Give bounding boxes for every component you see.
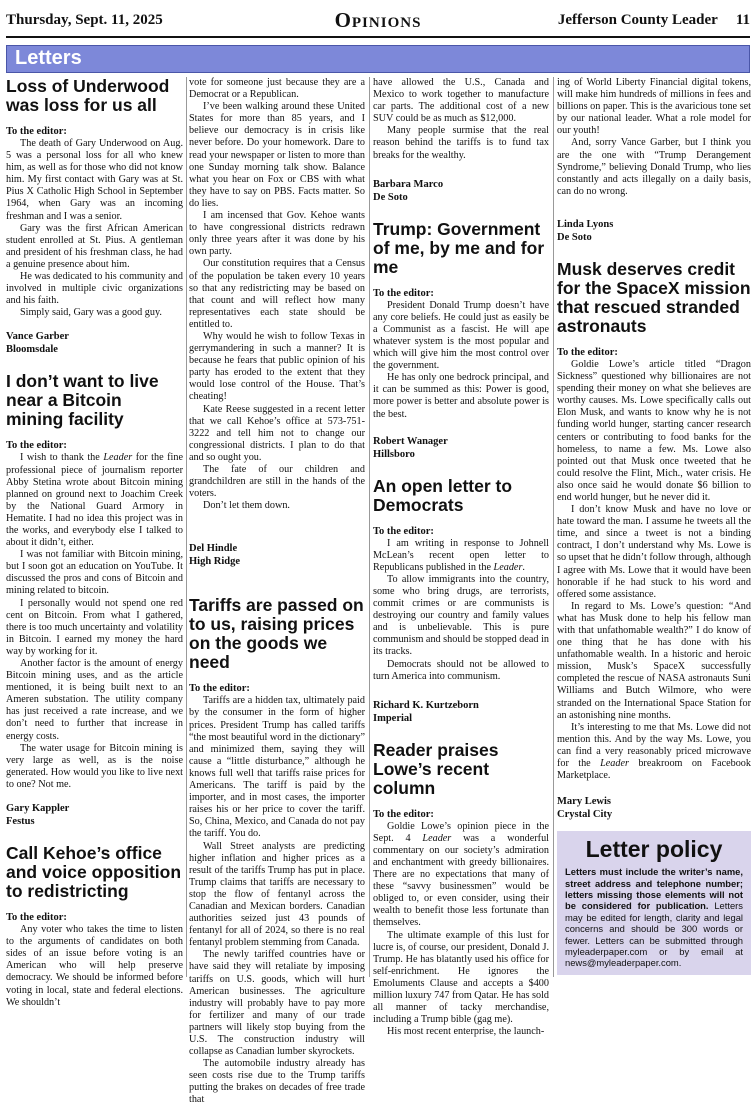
letter-open-letter-democrats	[373, 477, 549, 725]
headline: An open letter to Democrats	[373, 475, 513, 515]
letter-redistricting-continued	[189, 77, 365, 568]
letter-underwood	[6, 77, 183, 356]
column-1	[6, 76, 183, 1008]
salutation: To the editor:	[6, 440, 67, 452]
publication-name: Jefferson County Leader	[557, 12, 718, 28]
signer-city: Hillsboro	[373, 448, 415, 460]
letter-lowe-column	[373, 741, 549, 1039]
letter-lowe-continued	[557, 77, 751, 244]
letters-banner-label: Letters	[15, 47, 82, 69]
paragraph: He was dedicated to his community and involved in multiple civic organizations and his faith.	[6, 271, 183, 307]
signer-name: Vance Garber	[6, 331, 69, 343]
letter-redistricting	[6, 844, 183, 1009]
paragraph: Wall Street analysts are predicting higher inflation and higher prices as a result of the tariffs Trump has put in place. Trump claims that tariffs are necessary to stop the flow of fentanyl across the Canadian and Mexican borders. Canadian authorities seized just 43 pounds of fentanyl for all of 2024, so there is no real fentanyl problem stemming from Canada.	[189, 840, 365, 949]
signer-city: De Soto	[557, 231, 592, 243]
signer-name: Linda Lyons	[557, 218, 614, 230]
signer-name: Robert Wanager	[373, 435, 448, 447]
paragraph: I am incensed that Gov. Kehoe wants to have congressional districts redrawn only three years after it was done by his own party.	[189, 210, 365, 258]
paragraph: Goldie Lowe’s article titled “Dragon Sickness” questioned why billionaires are not spending their money on what she believes are worthy causes. Ms. Lowe specifically calls out Elon Musk, and wants to know why he is not funding world hunger, starting cancer research centers or contributing to food banks for the homeless, to name a few. Ms. Lowe also pointed out that Musk once tweeted that he could resolve the Flint, Mich., water crisis. He also once said he would donate $6 billion to end world hunger, but he never did it.	[557, 358, 751, 503]
paragraph: To allow immigrants into the country, some who bring drugs, are terrorists, commit crimes or are communists is destroying our country and family values and is unbelievable. This is pure communism and should be stopped dead in its tracks.	[373, 573, 549, 658]
paragraph: And, sorry Vance Garber, but I think you are the one with “Trump Derangement Syndrome,” believing Donald Trump, who lies constantly and acts illegally on a daily basis, can do no wrong.	[557, 137, 751, 197]
header-right	[558, 12, 750, 29]
salutation: To the editor:	[189, 683, 250, 695]
signer-city: High Ridge	[189, 556, 241, 568]
headline: Musk deserves credit for the SpaceX mission that rescued stranded astronauts	[557, 258, 751, 336]
column-2	[189, 77, 365, 1106]
paragraph: He has only one bedrock principal, and it can be summed as this: Power is good, more power is better and absolute power is the best.	[373, 372, 549, 420]
letter-policy-box	[557, 831, 751, 975]
signer-name: Barbara Marco	[373, 178, 444, 190]
paragraph: President Donald Trump doesn’t have any core beliefs. He could just as easily be a Communist as a fascist. He will ape whatever system is the most popular and which will give him the most control over the government.	[373, 299, 549, 372]
section-title: Opinions	[334, 8, 422, 32]
paragraph: The newly tariffed countries have or have said they will retaliate by imposing tariffs on U.S. goods, which will hurt American businesses. The agriculture industry will probably have to pay more for fertilizer and many of our trade partners will likely stop buying from the U.S. The construction industry will collapse as Canadian lumber skyrockets.	[189, 949, 365, 1058]
signer-name: Mary Lewis	[557, 796, 611, 808]
paragraph: His most recent enterprise, the launch-	[387, 1026, 545, 1038]
paragraph: Another factor is the amount of energy Bitcoin mining uses, and as the article mentioned, it is being built next to an Ameren substation. The utility company has just received a rate increase, and we don’t need to further that increase in energy costs.	[6, 658, 183, 742]
page-header	[6, 8, 750, 38]
issue-date: Thursday, Sept. 11, 2025	[6, 12, 163, 28]
paragraph: Why would he wish to follow Texas in gerrymandering in such a manner? It is because he fears that public opinion of his party has eroded to the extent that they would lose control of the House. That’s cheating!	[189, 330, 365, 403]
headline: I don’t want to live near a Bitcoin mining facility	[6, 371, 159, 430]
paragraph: Goldie Lowe’s opinion piece in the Sept. 4 Leader was a wonderful commentary on our society’s admiration and enchantment with greedy billionaires. There are no expectations that many of these “savvy businessmen” would be obliged to, or even consider, using their wealth to benefit those less fortunate than themselves.	[373, 820, 549, 929]
signer-name: Richard K. Kurtzeborn	[373, 699, 479, 711]
paragraph: I wish to thank the Leader for the fine professional piece of journalism reporter Abby Stetina wrote about Bitcoin mining planned on ground next to Joachim Creek by the National Guard Armory in Hematite. I had no idea this project was in the works, and everybody else I talked to about it didn’t, either.	[6, 452, 183, 549]
headline: Call Kehoe’s office and voice opposition to redistricting	[6, 843, 182, 902]
signer-name: Gary Kappler	[6, 803, 70, 815]
letters-banner	[6, 45, 750, 73]
headline: Trump: Government of me, by me and for me	[373, 218, 545, 277]
column-4	[557, 77, 751, 979]
paragraph: It’s interesting to me that Ms. Lowe did not mention this. And by the way Ms. Lowe, you can find a very reasonably priced microwave for the Leader breakroom on Facebook Marketplace.	[557, 721, 751, 782]
paragraph: Tariffs are a hidden tax, ultimately paid by the consumer in the form of higher prices. President Trump has called tariffs “the most beautiful word in the dictionary” and minimized them, saying they will cause a “little disturbance,” although he knows full well that tariffs raise prices for Americans. The tariff is paid by the importer, and in most cases, the importer raises his or her price to cover the tariff. So, China, Mexico, and Canada do not pay the tariff. You do.	[189, 695, 365, 840]
policy-text: Letters must include the writer’s name, street address and telephone number; letters missing those elements will not be considered for publication. Letters may be edited for length, clarity and legal concerns and should be 300 words or fewer. Letters can be submitted through myleaderpaper.com or by email at news@myleaderpaper.com.	[565, 866, 743, 969]
paragraph: I’ve been walking around these United States for more than 85 years, and I believe our democracy is in crisis like never before. Do your homework. Dare to read your newspaper or listen to more than one Sunday morning talk show. Balance what you hear on Fox or CBS with what they have to say on PBS. Facts matter. So do lies.	[189, 101, 365, 209]
column-rule	[186, 77, 187, 977]
letter-bitcoin	[6, 372, 183, 828]
paragraph: In regard to Ms. Lowe’s question: “And what has Musk done to help his fellow man with that unfathomable wealth?” I do know of one thing that he has done with his unfathomable wealth. In a historic and heroic mission, Musk’s SpaceX successfully completed the rescue of NASA astronauts Suni Williams and Butch Wilmore, who were stranded on the International Space Station for an astonishing nine months.	[557, 600, 751, 721]
letter-musk-spacex	[557, 260, 751, 821]
salutation: To the editor:	[6, 912, 67, 924]
paragraph: Our constitution requires that a Census of the population be taken every 10 years so that any redistricting may be based on that count and will reflect how many representatives each state should be entitled to.	[189, 258, 365, 330]
signer-city: De Soto	[373, 191, 408, 203]
salutation: To the editor:	[373, 287, 434, 299]
paragraph: vote for someone just because they are a Democrat or a Republican.	[189, 77, 365, 101]
paragraph: Any voter who takes the time to listen to the arguments of candidates on both sides of an issue before voting is an American who will help preserve democracy. We should be informed before voting in local, state and federal elections. We shouldn’t	[6, 924, 183, 1008]
paragraph: Don’t let them down.	[203, 500, 290, 512]
signer-city: Festus	[6, 816, 35, 828]
column-rule	[369, 77, 370, 977]
policy-title: Letter policy	[585, 836, 723, 863]
paragraph: I personally would not spend one red cent on Bitcoin. From what I gathered, there is too much uncertainty and volatility in Bitcoin. I earned my money the hard way by working for it.	[6, 597, 183, 657]
paragraph: Many people surmise that the real reason behind the tariffs is to fund tax breaks for the wealthy.	[373, 125, 549, 161]
paragraph: Simply said, Gary was a good guy.	[20, 307, 162, 319]
paragraph: have allowed the U.S., Canada and Mexico to work together to manufacture car parts. The additional cost of a new SUV could be as much as $12,000.	[373, 77, 549, 125]
letter-tariffs-continued	[373, 77, 549, 204]
paragraph: Kate Reese suggested in a recent letter that we call Kehoe’s office at 573-751-3222 and tell him not to change our congressional districts. I plan to do that and so ought you.	[189, 403, 365, 463]
signer-city: Crystal City	[557, 809, 613, 821]
paragraph: The automobile industry already has seen costs rise due to the Trump tariffs putting the brakes on decades of free trade that	[189, 1058, 365, 1106]
letter-trump-government	[373, 220, 549, 461]
paragraph: The ultimate example of this lust for lucre is, of course, our president, Donald J. Trump. He has blatantly used his office for self-enrichment. He ignores the Emoluments Clause and accepts a $400 million luxury 747 from Qatar. He has sold all manner of tacky merchandise, including a Trump bible (gag me).	[373, 929, 549, 1026]
headline: Tariffs are passed on to us, raising prices on the goods we need	[189, 595, 364, 673]
paragraph: I was not familiar with Bitcoin mining, but I soon got an education on YouTube. It discussed the pros and cons of Bitcoin and mining related to bitcoin.	[6, 549, 183, 597]
signer-city: Imperial	[373, 712, 413, 724]
signer-name: Del Hindle	[189, 543, 238, 555]
salutation: To the editor:	[373, 525, 434, 537]
headline: Reader praises Lowe’s recent column	[373, 739, 499, 798]
paragraph: The death of Gary Underwood on Aug. 5 was a personal loss for all who knew him, as well as for those who did not know him. My first contact with Gary was at St. Pius X Catholic High School in September 1964, when Gary was an incoming freshman and I was a senior.	[6, 138, 183, 222]
paragraph: The water usage for Bitcoin mining is very large as well, as is the noise generated. How would you like to live next to one? Not me.	[6, 742, 183, 790]
headline: Loss of Underwood was loss for us all	[6, 76, 170, 115]
letter-tariffs	[189, 596, 365, 1106]
column-3	[373, 77, 549, 1038]
paragraph: I am writing in response to Johnell McLean’s recent open letter to Republicans published in the Leader.	[373, 537, 549, 573]
column-rule	[553, 77, 554, 977]
salutation: To the editor:	[373, 808, 434, 820]
paragraph: Gary was the first African American student enrolled at St. Pius. A gentleman and president of his freshman class, he had a genuine presence about him.	[6, 222, 183, 270]
page-number: 11	[735, 12, 750, 28]
paragraph: Democrats should not be allowed to turn America into communism.	[373, 658, 549, 682]
signer-city: Bloomsdale	[6, 344, 58, 356]
salutation: To the editor:	[557, 346, 618, 358]
paragraph: The fate of our children and grandchildren are still in the hands of the voters.	[189, 464, 365, 500]
paragraph: I don’t know Musk and have no love or hate toward the man. I assume he tweets all the time, and since a tweet is not a binding contract, I don’t understand why Ms. Lowe is so upset that he didn’t follow through, although I agree with Ms. Lowe that it would have been honorable if he had stuck to his word and offered some assistance.	[557, 504, 751, 600]
salutation: To the editor:	[6, 126, 67, 137]
paragraph: ing of World Liberty Financial digital tokens, will make him hundreds of millions in fees and billions on paper. This is the avaricious tone set by our national leader. What a role model for our youth!	[557, 77, 751, 137]
